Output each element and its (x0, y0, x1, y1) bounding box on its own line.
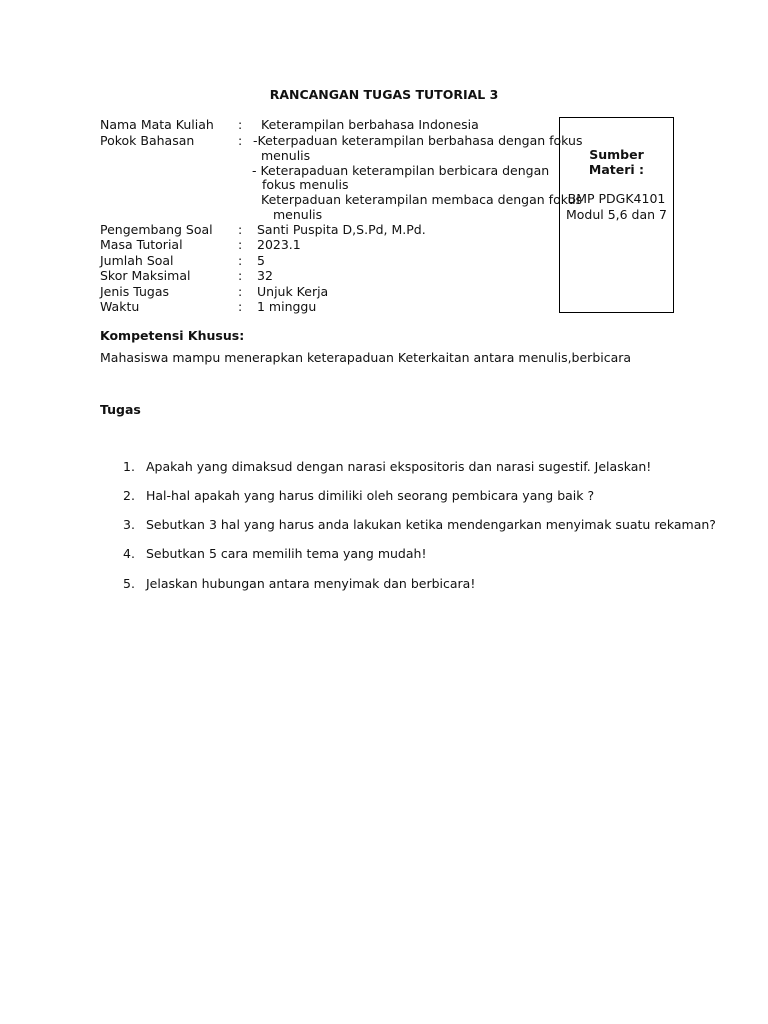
info-colon: : (238, 117, 243, 132)
pokok-line: - Keterapaduan keterampilan berbicara dengan (252, 163, 550, 178)
sumber-value-line: Modul 5,6 dan 7 (565, 207, 668, 222)
info-label: Masa Tutorial (100, 237, 183, 252)
info-label: Jenis Tugas (100, 284, 170, 299)
task-text: Sebutkan 5 cara memilih tema yang mudah! (146, 546, 427, 561)
info-value: Santi Puspita D,S.Pd, M.Pd. (257, 222, 426, 237)
sumber-materi-box (559, 117, 674, 313)
info-label: Skor Maksimal (100, 268, 191, 283)
task-text: Apakah yang dimaksud dengan narasi ekspositoris dan narasi sugestif. Jelaskan! (146, 459, 652, 474)
info-colon: : (238, 253, 243, 268)
task-number: 3. (123, 517, 135, 532)
sumber-title (560, 147, 673, 177)
task-text: Jelaskan hubungan antara menyimak dan berbicara! (146, 576, 476, 591)
info-colon: : (238, 268, 243, 283)
info-value: 2023.1 (257, 237, 301, 252)
info-value: Keterampilan berbahasa Indonesia (261, 117, 479, 132)
info-label: Jumlah Soal (100, 253, 174, 268)
pokok-line: Keterpaduan keterampilan membaca dengan fokus (261, 192, 583, 207)
info-colon: : (238, 299, 243, 314)
info-label: Pokok Bahasan (100, 133, 195, 148)
task-text: Hal-hal apakah yang harus dimiliki oleh seorang pembicara yang baik ? (146, 488, 595, 503)
info-colon: : (238, 133, 243, 148)
task-text: Sebutkan 3 hal yang harus anda lakukan ketika mendengarkan menyimak suatu rekaman? (146, 517, 716, 532)
pokok-line: menulis (273, 207, 323, 222)
kompetensi-text: Mahasiswa mampu menerapkan keterapaduan Keterkaitan antara menulis,berbicara (100, 350, 632, 365)
kompetensi-heading: Kompetensi Khusus: (100, 328, 245, 343)
task-number: 2. (123, 488, 135, 503)
info-label: Waktu (100, 299, 140, 314)
task-number: 5. (123, 576, 135, 591)
info-colon: : (238, 222, 243, 237)
info-label: Pengembang Soal (100, 222, 213, 237)
sumber-title-line: Materi : (588, 162, 645, 177)
info-value: 32 (257, 268, 273, 283)
info-colon: : (238, 284, 243, 299)
tugas-heading: Tugas (100, 402, 141, 417)
info-value: 5 (257, 253, 265, 268)
sumber-value (560, 191, 673, 223)
sumber-value-line: BMP PDGK4101 (567, 191, 666, 206)
task-number: 4. (123, 546, 135, 561)
document-title: RANCANGAN TUGAS TUTORIAL 3 (269, 87, 499, 102)
info-value: 1 minggu (257, 299, 317, 314)
sumber-title-line: Sumber (589, 147, 644, 162)
info-label: Nama Mata Kuliah (100, 117, 214, 132)
pokok-line: fokus menulis (262, 177, 349, 192)
info-colon: : (238, 237, 243, 252)
task-number: 1. (123, 459, 135, 474)
pokok-line: -Keterpaduan keterampilan berbahasa dengan fokus (253, 133, 583, 148)
info-value: Unjuk Kerja (257, 284, 329, 299)
pokok-line: menulis (261, 148, 311, 163)
